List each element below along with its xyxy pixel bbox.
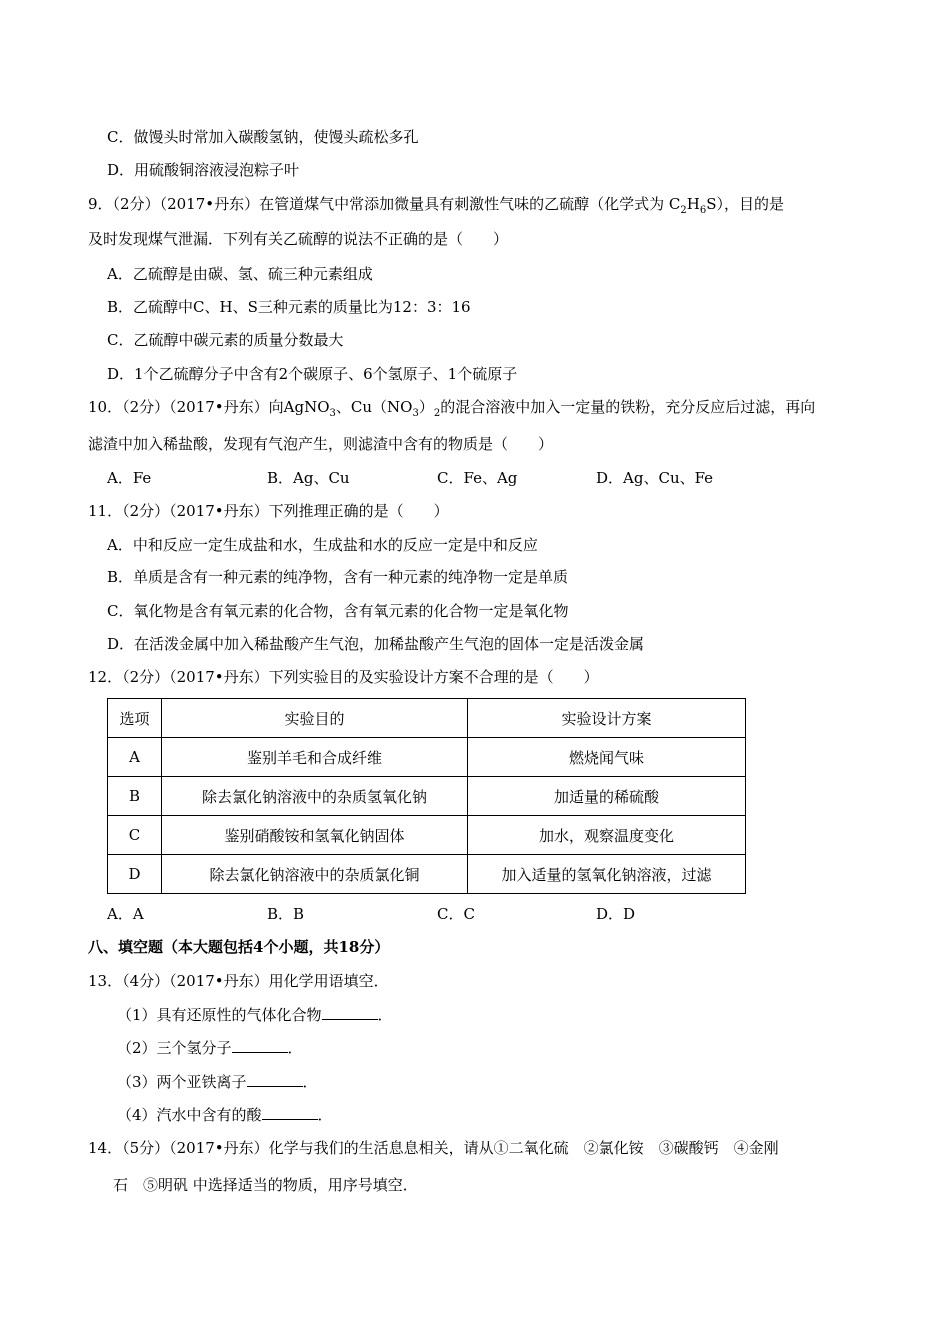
q10-sub-1: 3 <box>329 408 336 419</box>
table-row <box>108 855 746 894</box>
table-cell: 加适量的稀硫酸 <box>468 777 746 816</box>
q12-option-d: D．D <box>596 905 636 923</box>
q9-stem-line2: 及时发现煤气泄漏．下列有关乙硫醇的说法不正确的是（ ） <box>88 230 509 248</box>
q14-stem-line2: 石 ⑤明矾 中选择适当的物质，用序号填空． <box>113 1176 418 1194</box>
section-heading: 八、填空题（本大题包括4个小题，共18分） <box>88 938 390 956</box>
q12-option-a: A．A <box>107 905 144 923</box>
table-cell: 加水，观察温度变化 <box>468 816 746 855</box>
q13-sub4 <box>117 1105 333 1125</box>
q13-sub4-text: （4）汽水中含有的酸 <box>117 1106 262 1124</box>
q10-text-d: 的混合溶液中加入一定量的铁粉，充分反应后过滤，再向 <box>440 398 816 416</box>
q9-option-b: B．乙硫醇中C、H、S三种元素的质量比为12：3：16 <box>107 298 471 316</box>
q13-sub1-end: ． <box>377 1006 393 1024</box>
q12-option-b: B．B <box>267 905 305 923</box>
q10-option-b: B．Ag、Cu <box>267 469 350 487</box>
answer-blank[interactable] <box>232 1038 288 1053</box>
q13-sub4-end: ． <box>317 1106 333 1124</box>
table-header-row <box>108 699 746 738</box>
q10-stem-line2: 滤渣中加入稀盐酸，发现有气泡产生，则滤渣中含有的物质是（ ） <box>88 435 554 453</box>
q9-text-a: 9．（2分）（2017•丹东）在管道煤气中常添加微量具有刺激性气味的乙硫醇（化学式为 C <box>88 195 681 213</box>
table-row <box>108 777 746 816</box>
q8-option-d: D．用硫酸铜溶液浸泡粽子叶 <box>107 161 300 179</box>
table-cell: 鉴别硝酸铵和氢氧化钠固体 <box>162 816 468 855</box>
table-cell: C <box>108 816 162 855</box>
table-cell: 鉴别羊毛和合成纤维 <box>162 738 468 777</box>
q10-sub-2: 3 <box>412 408 419 419</box>
q12-table <box>107 698 746 894</box>
table-cell: 加入适量的氢氧化钠溶液，过滤 <box>468 855 746 894</box>
q12-option-c: C．C <box>437 905 475 923</box>
q10-option-c: C．Fe、Ag <box>437 469 518 487</box>
q10-option-a: A．Fe <box>107 469 152 487</box>
q10-text-b: 、Cu（NO <box>335 398 413 416</box>
q10-options <box>107 468 807 488</box>
q9-sub-2: 6 <box>699 205 707 216</box>
q13-sub1-text: （1）具有还原性的气体化合物 <box>117 1006 322 1024</box>
q13-sub2 <box>117 1038 303 1058</box>
q11-option-a: A．中和反应一定生成盐和水，生成盐和水的反应一定是中和反应 <box>107 536 538 554</box>
q11-stem: 11．（2分）（2017•丹东）下列推理正确的是（ ） <box>88 502 449 520</box>
table-header: 实验目的 <box>162 699 468 738</box>
q9-stem-line1 <box>88 194 784 214</box>
q12-stem: 12．（2分）（2017•丹东）下列实验目的及实验设计方案不合理的是（ ） <box>88 668 599 686</box>
q13-sub2-text: （2）三个氢分子 <box>117 1039 232 1057</box>
q13-sub3-text: （3）两个亚铁离子 <box>117 1073 247 1091</box>
q10-text-a: 10．（2分）（2017•丹东）向AgNO <box>88 398 330 416</box>
answer-blank[interactable] <box>322 1005 378 1020</box>
q9-text-b: H <box>686 195 700 213</box>
table-header: 实验设计方案 <box>468 699 746 738</box>
q13-stem: 13．（4分）（2017•丹东）用化学用语填空． <box>88 972 389 990</box>
answer-blank[interactable] <box>262 1105 318 1120</box>
q9-text-c: S），目的是 <box>706 195 784 213</box>
q11-option-b: B．单质是含有一种元素的纯净物，含有一种元素的纯净物一定是单质 <box>107 568 569 586</box>
table-cell: B <box>108 777 162 816</box>
q10-stem-line1 <box>88 397 815 417</box>
q9-option-c: C．乙硫醇中碳元素的质量分数最大 <box>107 331 344 349</box>
q9-option-a: A．乙硫醇是由碳、氢、硫三种元素组成 <box>107 265 373 283</box>
table-cell: 除去氯化钠溶液中的杂质氢氧化钠 <box>162 777 468 816</box>
table-cell: 燃烧闻气味 <box>468 738 746 777</box>
q10-sub-3: 2 <box>433 408 441 419</box>
table-cell: 除去氯化钠溶液中的杂质氯化铜 <box>162 855 468 894</box>
q12-options <box>107 904 807 924</box>
q13-sub2-end: ． <box>287 1039 303 1057</box>
q11-option-c: C．氧化物是含有氧元素的化合物，含有氧元素的化合物一定是氧化物 <box>107 602 569 620</box>
q9-option-d: D．1个乙硫醇分子中含有2个碳原子、6个氢原子、1个硫原子 <box>107 365 518 383</box>
q9-sub-1: 2 <box>680 205 687 216</box>
table-cell: D <box>108 855 162 894</box>
answer-blank[interactable] <box>247 1072 303 1087</box>
q8-option-c: C．做馒头时常加入碳酸氢钠，使馒头疏松多孔 <box>107 128 419 146</box>
q13-sub3-end: ． <box>302 1073 318 1091</box>
q11-option-d: D．在活泼金属中加入稀盐酸产生气泡，加稀盐酸产生气泡的固体一定是活泼金属 <box>107 635 645 653</box>
q13-sub1 <box>117 1005 393 1025</box>
table-row <box>108 816 746 855</box>
q10-option-d: D．Ag、Cu、Fe <box>596 469 714 487</box>
table-header: 选项 <box>108 699 162 738</box>
table-row <box>108 738 746 777</box>
q13-sub3 <box>117 1072 318 1092</box>
table-cell: A <box>108 738 162 777</box>
q14-stem-line1: 14．（5分）（2017•丹东）化学与我们的生活息息相关，请从①二氧化硫 ②氯化铵 ③碳酸钙 ④金刚 <box>88 1139 779 1157</box>
q10-text-c: ） <box>418 398 434 416</box>
